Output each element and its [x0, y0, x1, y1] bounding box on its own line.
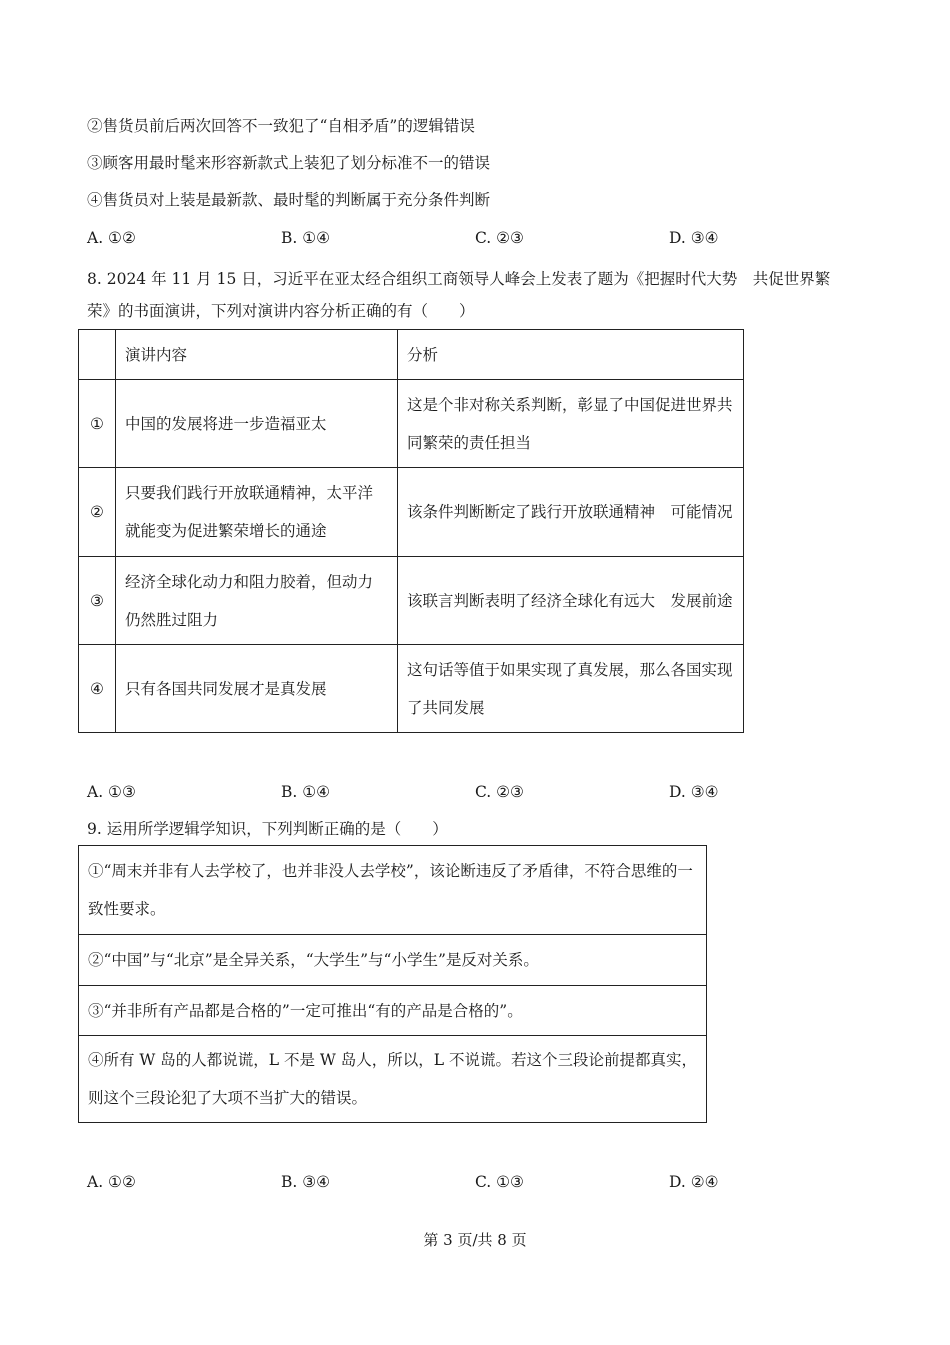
- q8-option-b[interactable]: B. ①④: [281, 783, 331, 801]
- q9-option-a[interactable]: A. ①②: [87, 1173, 136, 1191]
- q7-statement-2: ②售货员前后两次回答不一致犯了“自相矛盾”的逻辑错误: [87, 117, 475, 135]
- q8-row-2-analysis-text: 该条件判断断定了践行开放联通精神 可能情况: [407, 503, 733, 521]
- q8-header-analysis: 分析: [398, 330, 744, 380]
- q8-row-3-analysis-text: 该联言判断表明了经济全球化有远大 发展前途: [407, 591, 733, 610]
- q8-row-1-analysis-text: 这是个非对称关系判断，彰显了中国促进世界共同繁荣的责任担当: [407, 395, 733, 452]
- q9-statement-3: [79, 986, 707, 1036]
- q8-stem-line-1: 8. 2024 年 11 月 15 日，习近平在亚太经合组织工商领导人峰会上发表了题为《把握时代大势 共促世界繁: [87, 270, 831, 288]
- q7-option-b[interactable]: B. ①④: [281, 229, 331, 247]
- q9-statement-1-text: ①“周末并非有人去学校了，也并非没人去学校”，该论断违反了矛盾律，不符合思维的一致性要求。: [88, 862, 693, 918]
- q8-row-4-content-text: 只有各国共同发展才是真发展: [125, 679, 327, 698]
- q7-statement-3: ③顾客用最时髦来形容新款式上装犯了划分标准不一的错误: [87, 154, 491, 172]
- q8-option-a[interactable]: A. ①③: [87, 783, 136, 801]
- q7-option-c[interactable]: C. ②③: [475, 229, 524, 247]
- q8-row-3-analysis: [398, 557, 744, 645]
- q8-row-3-content-text: 经济全球化动力和阻力胶着，但动力仍然胜过阻力: [125, 572, 374, 629]
- table-row: [79, 557, 744, 645]
- q9-option-d[interactable]: D. ②④: [669, 1173, 719, 1191]
- q7-option-a[interactable]: A. ①②: [87, 229, 136, 247]
- q8-row-4-content: [116, 645, 398, 733]
- q8-row-2-content: [116, 468, 398, 557]
- table-row: [79, 935, 707, 986]
- q8-row-4-num: ④: [79, 645, 116, 733]
- table-row: [79, 846, 707, 935]
- q9-option-b[interactable]: B. ③④: [281, 1173, 331, 1191]
- q9-table: [78, 845, 707, 1123]
- table-row: [79, 1036, 707, 1123]
- q9-statement-2-text: ②“中国”与“北京”是全异关系，“大学生”与“小学生”是反对关系。: [88, 951, 539, 969]
- q8-stem-line-2: 荣》的书面演讲，下列对演讲内容分析正确的有（ ）: [87, 302, 475, 320]
- q7-option-d[interactable]: D. ③④: [669, 229, 719, 247]
- q8-row-1-analysis: [398, 380, 744, 468]
- q8-row-3-num: ③: [79, 557, 116, 645]
- table-row: [79, 380, 744, 468]
- q8-option-d[interactable]: D. ③④: [669, 783, 719, 801]
- q8-row-1-content: [116, 380, 398, 468]
- q8-row-4-analysis: [398, 645, 744, 733]
- q9-statement-3-text: ③“并非所有产品都是合格的”一定可推出“有的产品是合格的”。: [88, 1001, 523, 1020]
- q9-statement-2: [79, 935, 707, 986]
- q9-statement-1: [79, 846, 707, 935]
- q8-table-header: [79, 330, 744, 380]
- q9-options: [87, 1171, 867, 1193]
- q8-row-4-analysis-text: 这句话等值于如果实现了真发展，那么各国实现了共同发展: [407, 660, 733, 717]
- table-row: [79, 986, 707, 1036]
- q8-table: [78, 329, 744, 733]
- table-row: [79, 645, 744, 733]
- q8-row-3-content: [116, 557, 398, 645]
- q9-stem: 9. 运用所学逻辑学知识，下列判断正确的是（ ）: [87, 820, 448, 838]
- q8-row-2-content-text: 只要我们践行开放联通精神，太平洋就能变为促进繁荣增长的通途: [125, 484, 374, 540]
- q9-statement-4-text: ④所有 W 岛的人都说谎，L 不是 W 岛人，所以，L 不说谎。若这个三段论前提都真实，则这个三段论犯了大项不当扩大的错误。: [88, 1051, 698, 1107]
- q8-header-num: [79, 330, 116, 380]
- q8-header-content: 演讲内容: [116, 330, 398, 380]
- q7-options: [87, 227, 867, 249]
- q8-option-c[interactable]: C. ②③: [475, 783, 524, 801]
- q8-row-2-num: ②: [79, 468, 116, 557]
- q8-options: [87, 781, 867, 803]
- page-footer: 第 3 页/共 8 页: [423, 1231, 527, 1249]
- q8-row-2-analysis: [398, 468, 744, 557]
- q7-statement-4: ④售货员对上装是最新款、最时髦的判断属于充分条件判断: [87, 191, 491, 209]
- q9-option-c[interactable]: C. ①③: [475, 1173, 524, 1191]
- q9-statement-4: [79, 1036, 707, 1123]
- q8-row-1-num: ①: [79, 380, 116, 468]
- table-row: [79, 468, 744, 557]
- q8-row-1-content-text: 中国的发展将进一步造福亚太: [125, 414, 327, 433]
